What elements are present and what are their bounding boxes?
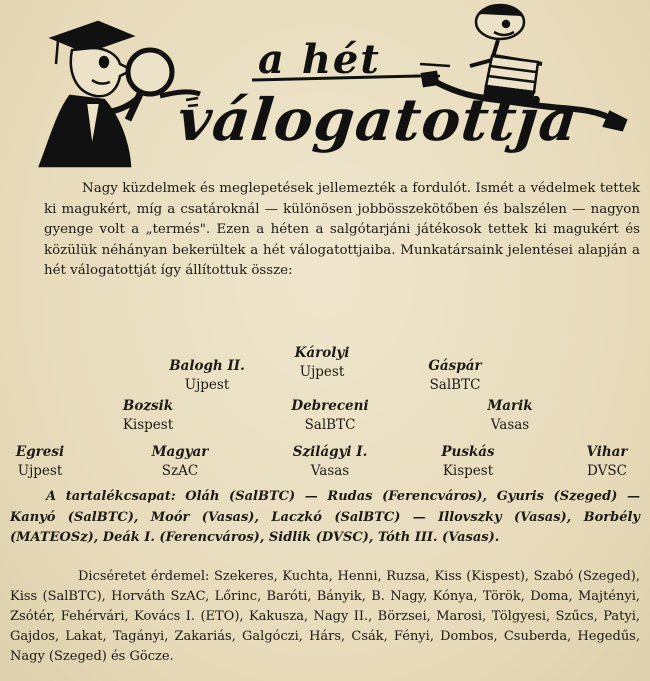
player-name: Gáspár [428, 358, 482, 374]
player-club: SzAC [161, 463, 199, 479]
player-club: Kispest [442, 463, 494, 479]
player-name: Egresi [15, 444, 65, 460]
player-half-right [435, 397, 585, 435]
player-name: Debreceni [291, 398, 369, 414]
player-forward-5 [532, 443, 650, 481]
player-club: Kispest [122, 417, 174, 433]
player-name: Magyar [151, 444, 209, 460]
player-forward-3 [255, 443, 405, 481]
player-club: Vasas [310, 463, 350, 479]
player-half-center [255, 397, 405, 435]
player-name: Bozsik [122, 398, 174, 414]
player-club: DVSC [587, 463, 627, 479]
player-name: Marik [487, 398, 533, 414]
player-name: Vihar [586, 444, 628, 460]
reserves-paragraph: A tartalékcsapat: Oláh (SalBTC) — Rudas (Ferencváros), Gyuris (Szeged) — Kanyó (SalBTC), Moór (Vasas), Laczkó (SalBTC) — Illovszky (Vasas), Borbély (MATEOSz), Deák I. (Ferencváros), Sidlik (DVSC), Tóth III. (Vasas). [10, 489, 640, 545]
player-club: Ujpest [299, 364, 345, 380]
player-forward-1 [0, 443, 115, 481]
player-club: Vasas [490, 417, 530, 433]
player-name: Balogh II. [169, 358, 245, 374]
player-half-left [73, 397, 223, 435]
player-club: SalBTC [304, 417, 356, 433]
praise-paragraph: Dicséretet érdemel: Szekeres, Kuchta, Henni, Ruzsa, Kiss (Kispest), Szabó (Szeged), Kiss (SalBTC), Horváth SzAC, Lőrinc, Baróti, Bányik, B. Nagy, Kónya, Török, Doma, Majtényi, Zsótér, Fehérvári, Kovács I. (ETO), Kakusza, Nagy II., Börzsei, Marosi, Tölgyesi, Szűcs, Patyi, Gajdos, Lakat, Tagányi, Zakariás, Galgóczi, Hárs, Csák, Fényi, Dombos, Csuberda, Hegedűs, Nagy (Szeged) és Göcze. [10, 569, 640, 664]
player-name: Károlyi [294, 345, 350, 361]
player-name: Puskás [441, 444, 495, 460]
player-back-left [132, 357, 282, 395]
player-forward-2 [105, 443, 255, 481]
player-forward-4 [393, 443, 543, 481]
player-back-right [380, 357, 530, 395]
player-club: Ujpest [184, 377, 230, 393]
header-illustration [0, 0, 650, 180]
player-club: SalBTC [429, 377, 481, 393]
intro-paragraph: Nagy küzdelmek és meglepetések jellemezték a fordulót. Ismét a védelmek tettek ki magukért, míg a csatároknál — különösen jobbösszekötőben és balszélen — nagyon gyenge volt a „termés". Ezen a héten a salgótarjáni játékosok tettek ki magukért és közülük néhányan bekerültek a hét válogatottjaiba. Munkatársaink jelentései alapján a hét válogatottját így állítottuk össze: [44, 181, 640, 278]
page-title: válogatottja [174, 86, 582, 154]
title-kicker: a hét [258, 36, 381, 83]
player-name: Szilágyi I. [292, 444, 368, 460]
player-club: Ujpest [17, 463, 63, 479]
